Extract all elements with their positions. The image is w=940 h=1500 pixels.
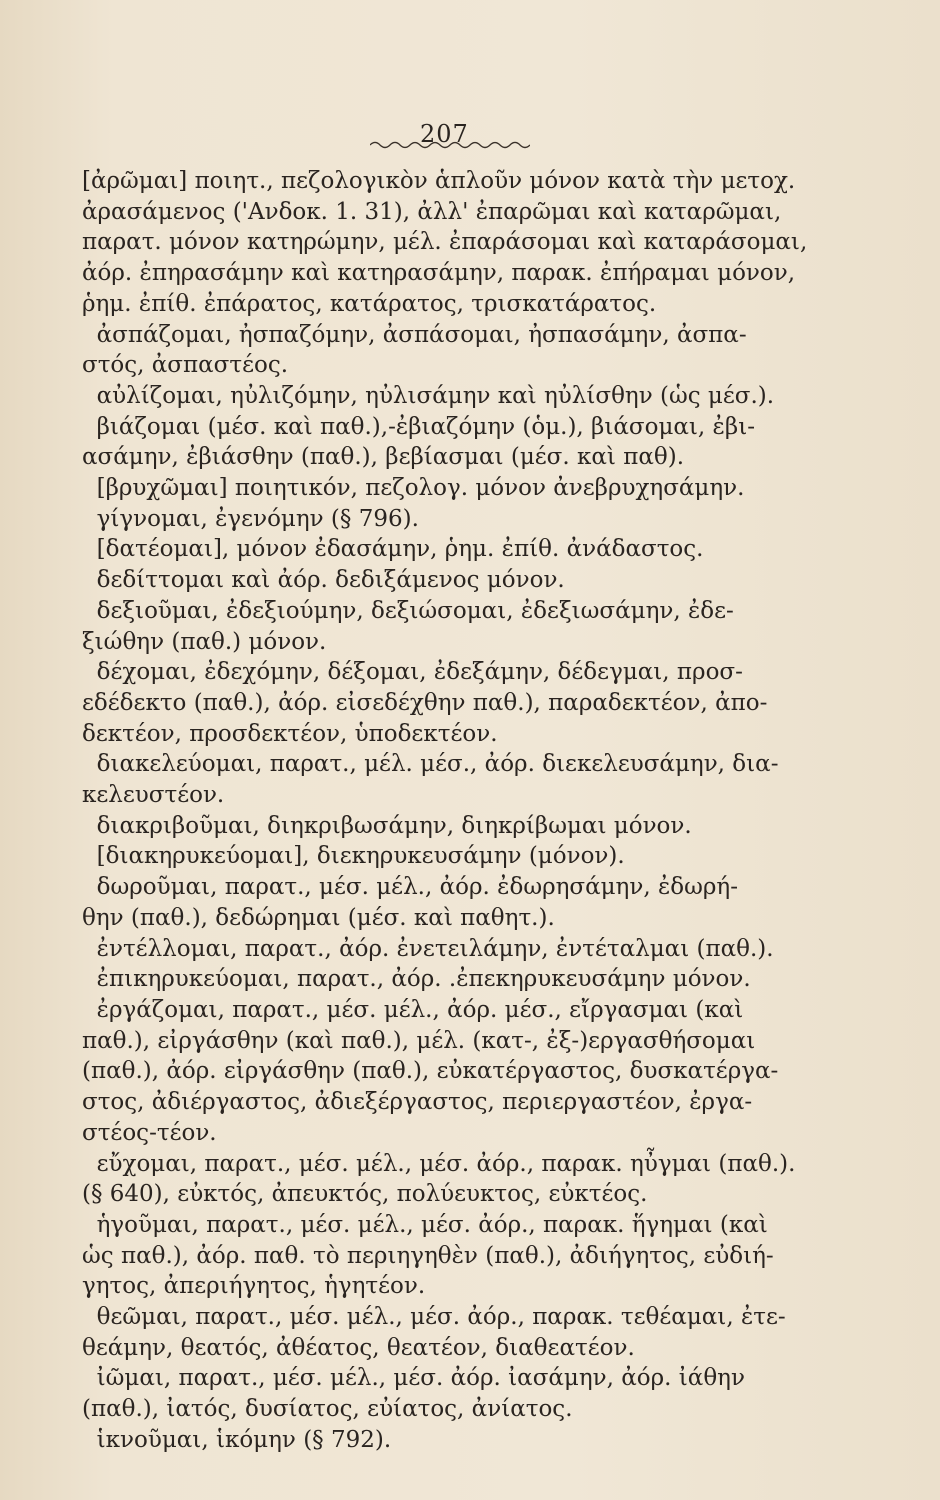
text-line: ἐργάζομαι, παρατ., μέσ. μέλ., ἀόρ. μέσ., εἴργασμαι (καὶ xyxy=(82,996,744,1023)
text-line: δεξιοῦμαι, ἐδεξιούμην, δεξιώσομαι, ἐδεξιωσάμην, ἐδε- xyxy=(82,597,734,624)
text-line: αὐλίζομαι, ηὐλιζόμην, ηὐλισάμην καὶ ηὐλίσθην (ὡς μέσ.). xyxy=(82,382,775,409)
text-line: ἐντέλλομαι, παρατ., ἀόρ. ἐνετειλάμην, ἐντέταλμαι (παθ.). xyxy=(82,935,774,962)
text-line: διακελεύομαι, παρατ., μέλ. μέσ., ἀόρ. διεκελευσάμην, δια- xyxy=(82,751,779,778)
text-line: παρατ. μόνον κατηρώμην, μέλ. ἐπαράσομαι καὶ καταράσομαι, xyxy=(82,229,808,256)
text-line: δεκτέον, προσδεκτέον, ὑποδεκτέον. xyxy=(82,720,498,747)
text-line: βιάζομαι (μέσ. καὶ παθ.),-ἐβιαζόμην (ὁμ.), βιάσομαι, ἐβι- xyxy=(82,413,755,440)
text-line: διακριβοῦμαι, διηκριβωσάμην, διηκρίβωμαι μόνον. xyxy=(82,812,692,839)
text-line: στός, ἀσπαστέος. xyxy=(82,352,289,379)
text-line: στος, ἀδιέργαστος, ἀδιεξέργαστος, περιεργαστέον, ἐργα- xyxy=(82,1089,753,1116)
text-line: δέχομαι, ἐδεχόμην, δέξομαι, ἐδεξάμην, δέδεγμαι, προσ- xyxy=(82,659,743,686)
text-line: ασάμην, ἐβιάσθην (παθ.), βεβίασμαι (μέσ. καὶ παθ). xyxy=(82,444,685,471)
text-line: ἐπικηρυκεύομαι, παρατ., ἀόρ. .ἐπεκηρυκευσάμην μόνον. xyxy=(82,966,751,993)
text-line: ἱκνοῦμαι, ἱκόμην (§ 792). xyxy=(82,1426,392,1453)
text-line: [ἀρῶμαι] ποιητ., πεζολογικὸν ἁπλοῦν μόνον κατὰ τὴν μετοχ. xyxy=(82,168,796,194)
text-line: ξιώθην (παθ.) μόνον. xyxy=(82,628,327,655)
text-line: κελευστέον. xyxy=(82,782,225,809)
text-line: ἰῶμαι, παρατ., μέσ. μέλ., μέσ. ἀόρ. ἰασάμην, ἀόρ. ἰάθην xyxy=(82,1365,745,1392)
text-line: θεῶμαι, παρατ., μέσ. μέλ., μέσ. ἀόρ., παρακ. τεθέαμαι, ἐτε- xyxy=(82,1304,786,1331)
text-line: στέος-τέον. xyxy=(82,1119,217,1146)
text-line: γίγνομαι, ἐγενόμην (§ 796). xyxy=(82,505,419,532)
text-line: (§ 640), εὐκτός, ἀπευκτός, πολύευκτος, εὐκτέος. xyxy=(82,1181,648,1208)
text-line: δωροῦμαι, παρατ., μέσ. μέλ., ἀόρ. ἐδωρησάμην, ἐδωρή- xyxy=(82,874,738,901)
text-line: παθ.), εἰργάσθην (καὶ παθ.), μέλ. (κατ-, ἐξ-)εργασθήσομαι xyxy=(82,1027,756,1054)
text-line: θην (παθ.), δεδώρημαι (μέσ. καὶ παθητ.). xyxy=(82,904,555,931)
text-line: ἀόρ. ἐπηρασάμην καὶ κατηρασάμην, παρακ. ἐπήραμαι μόνον, xyxy=(82,260,796,287)
text-line: ἀσπάζομαι, ἠσπαζόμην, ἀσπάσομαι, ἠσπασάμην, ἀσπα- xyxy=(82,321,747,348)
text-line: (παθ.), ἀόρ. εἰργάσθην (παθ.), εὐκατέργαστος, δυσκατέργα- xyxy=(82,1058,779,1085)
decorative-wavy-rule xyxy=(370,138,530,152)
text-line: γητος, ἀπεριήγητος, ἡγητέον. xyxy=(82,1273,426,1300)
text-line: εὔχομαι, παρατ., μέσ. μέλ., μέσ. ἀόρ., παρακ. ηὖγμαι (παθ.). xyxy=(82,1150,796,1177)
text-line: [βρυχῶμαι] ποιητικόν, πεζολογ. μόνον ἀνεβρυχησάμην. xyxy=(82,475,745,502)
text-line: δεδίττομαι καὶ ἀόρ. δεδιξάμενος μόνον. xyxy=(82,567,565,594)
text-line: (παθ.), ἰατός, δυσίατος, εὐίατος, ἀνίατος. xyxy=(82,1396,573,1423)
text-line: εδέδεκτο (παθ.), ἀόρ. εἰσεδέχθην παθ.), παραδεκτέον, ἀπο- xyxy=(82,689,768,716)
text-line: [διακηρυκεύομαι], διεκηρυκευσάμην (μόνον). xyxy=(82,843,625,870)
text-line: [δατέομαι], μόνον ἐδασάμην, ῥημ. ἐπίθ. ἀνάδαστος. xyxy=(82,536,704,563)
text-body xyxy=(82,166,822,1456)
page-number: 207 xyxy=(420,120,469,148)
text-line: θεάμην, θεατός, ἀθέατος, θεατέον, διαθεατέον. xyxy=(82,1334,635,1361)
text-line: ἡγοῦμαι, παρατ., μέσ. μέλ., μέσ. ἀόρ., παρακ. ἥγημαι (καὶ xyxy=(82,1211,768,1238)
text-line: ὡς παθ.), ἀόρ. παθ. τὸ περιηγηθὲν (παθ.), ἀδιήγητος, εὐδιή- xyxy=(82,1242,774,1269)
text-line: ῥημ. ἐπίθ. ἐπάρατος, κατάρατος, τρισκατάρατος. xyxy=(82,290,657,317)
text-line: ἀρασάμενος ('Ανδοκ. 1. 31), ἀλλ' ἐπαρῶμαι καὶ καταρῶμαι, xyxy=(82,198,782,225)
